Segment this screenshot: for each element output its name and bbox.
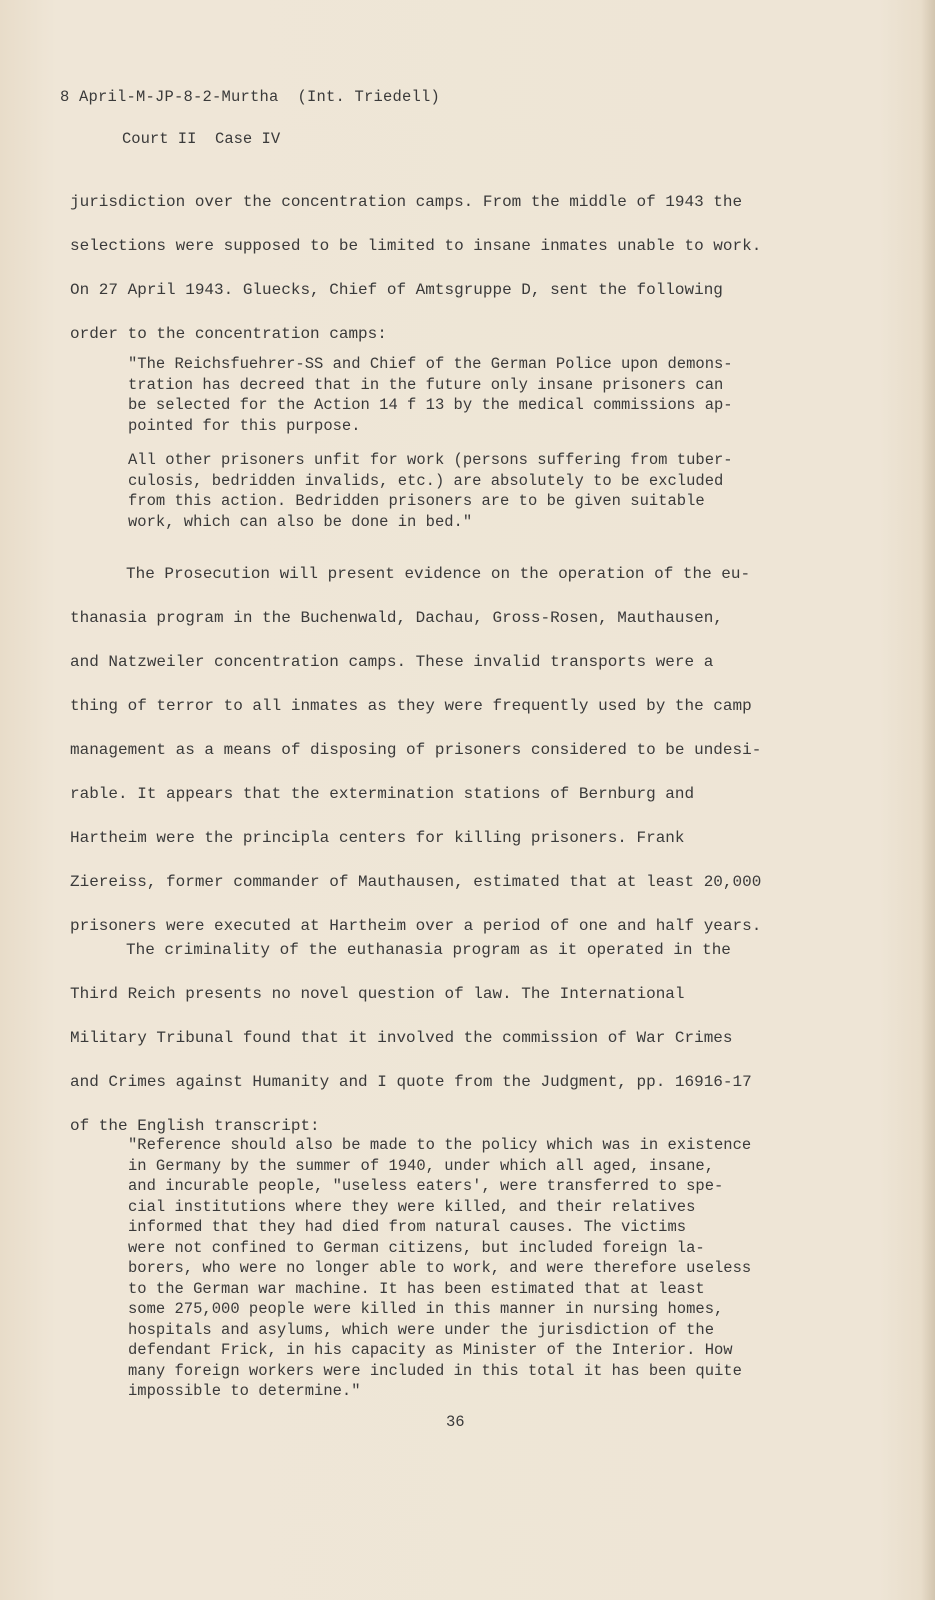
text-line: Military Tribunal found that it involved the commission of War Crimes [70,1029,733,1047]
text-line: The Prosecution will present evidence on the operation of the eu- [126,565,751,583]
block-quote-judgment [128,1135,908,1402]
paragraph-intro [70,180,885,356]
text-line: and Crimes against Humanity and I quote from the Judgment, pp. 16916-17 [70,1073,752,1091]
quote-line: in Germany by the summer of 1940, under which all aged, insane, [128,1156,714,1175]
block-quote-order [128,354,908,532]
quote-line: some 275,000 people were killed in this manner in nursing homes, [128,1300,724,1318]
quote-line: borers, who were no longer able to work, and were therefore useless [128,1259,752,1277]
quote-line: informed that they had died from natural causes. The victims [128,1218,687,1236]
text-line: The criminality of the euthanasia program as it operated in the [126,941,731,959]
court-case-label: Court II Case IV [122,130,281,148]
quote-line: work, which can also be done in bed." [128,512,473,531]
quote-line: were not confined to German citizens, but included foreign la- [128,1238,705,1257]
text-line: of the English transcript: [70,1117,320,1135]
quote-line: and incurable people, "useless eaters', were transferred to spe- [128,1177,724,1195]
text-line: rable. It appears that the extermination stations of Bernburg and [70,785,695,803]
text-line: Ziereiss, former commander of Mauthausen, estimated that at least 20,000 [70,873,762,891]
text-line: and Natzweiler concentration camps. These invalid transports were a [70,653,714,671]
text-line: prisoners were executed at Hartheim over a period of one and half years. [70,917,762,935]
text-line: selections were supposed to be limited to insane inmates unable to work. [70,237,762,255]
paragraph-prosecution-evidence [70,552,885,948]
text-line: thing of terror to all inmates as they were frequently used by the camp [70,697,752,715]
quote-line: to the German war machine. It has been estimated that at least [128,1279,705,1298]
paragraph-criminality [70,928,885,1148]
text-line: order to the concentration camps: [70,325,387,343]
text-line: Third Reich presents no novel question of law. The International [70,985,685,1003]
quote-line: tration has decreed that in the future only insane prisoners can [128,375,724,394]
quote-line: culosis, bedridden invalids, etc.) are absolutely to be excluded [128,471,724,490]
quote-line: hospitals and asylums, which were under the jurisdiction of the [128,1320,714,1339]
quote-line: many foreign workers were included in this total it has been quite [128,1361,742,1380]
quote-line: All other prisoners unfit for work (persons suffering from tuber- [128,451,733,469]
quote-line: "Reference should also be made to the policy which was in existence [128,1136,752,1154]
page-number: 36 [446,1413,465,1431]
quote-line: be selected for the Action 14 f 13 by the medical commissions ap- [128,396,733,414]
quote-line: cial institutions where they were killed, and their relatives [128,1197,696,1216]
quote-line: pointed for this purpose. [128,416,361,435]
quote-line: from this action. Bedridden prisoners are to be given suitable [128,492,705,510]
quote-line: defendant Frick, in his capacity as Minister of the Interior. How [128,1341,733,1359]
document-reference: 8 April-M-JP-8-2-Murtha (Int. Triedell) [60,88,441,106]
quote-line: impossible to determine." [128,1382,361,1400]
quote-line: "The Reichsfuehrer-SS and Chief of the German Police upon demons- [128,355,733,373]
page-edge-shadow [921,0,935,1600]
text-line: management as a means of disposing of prisoners considered to be undesi- [70,741,762,759]
text-line: On 27 April 1943. Gluecks, Chief of Amtsgruppe D, sent the following [70,281,723,299]
text-line: jurisdiction over the concentration camps. From the middle of 1943 the [70,193,743,211]
text-line: Hartheim were the principla centers for killing prisoners. Frank [70,829,685,847]
text-line: thanasia program in the Buchenwald, Dachau, Gross-Rosen, Mauthausen, [70,609,723,627]
